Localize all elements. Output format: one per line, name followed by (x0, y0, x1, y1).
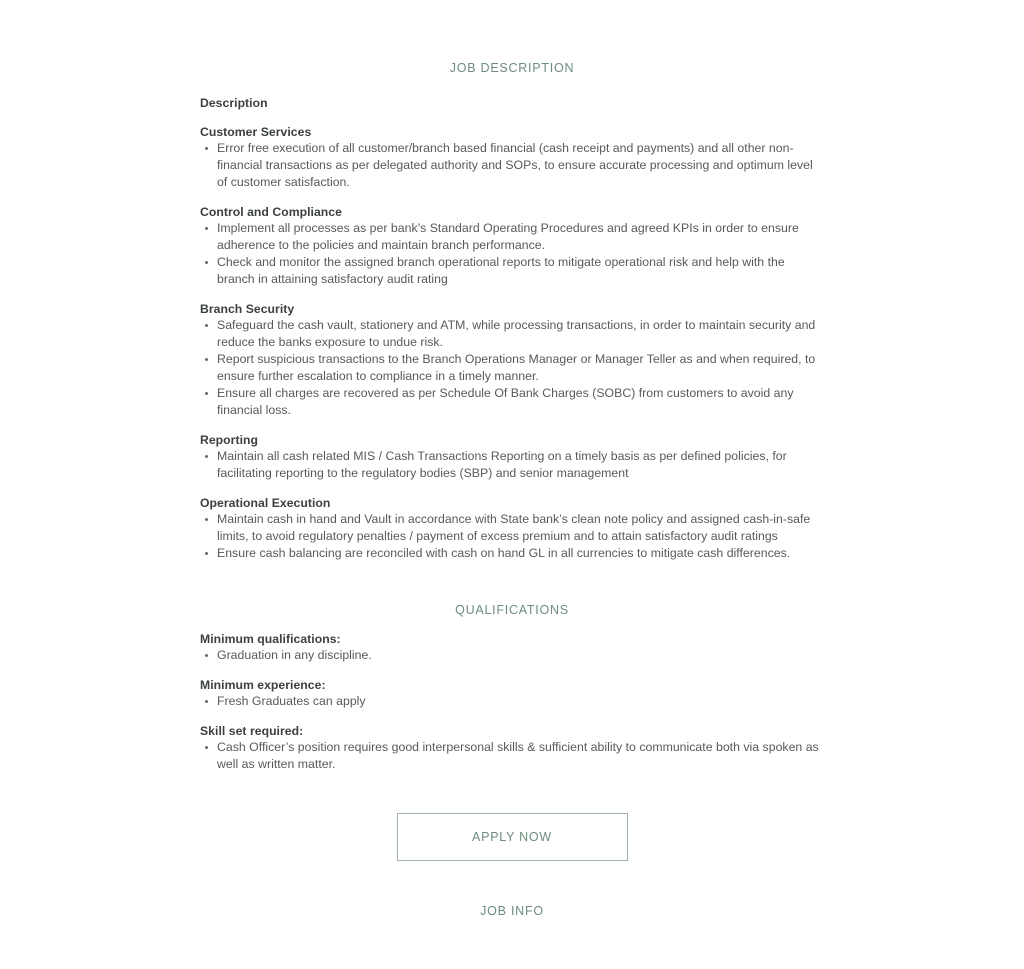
bullet-item: Check and monitor the assigned branch operational reports to mitigate operational risk and help with the branch in attaining satisfactory audit rating (200, 254, 824, 288)
qualifications-groups (200, 631, 824, 773)
bullet-item: Ensure cash balancing are reconciled with cash on hand GL in all currencies to mitigate cash differences. (200, 545, 824, 562)
bullet-list (200, 647, 824, 664)
group-heading: Operational Execution (200, 496, 331, 510)
bullet-item: Graduation in any discipline. (200, 647, 824, 664)
job-posting-page (200, 0, 824, 919)
group-heading: Control and Compliance (200, 205, 342, 219)
bullet-list (200, 511, 824, 562)
bullet-item: Report suspicious transactions to the Branch Operations Manager or Manager Teller as and when required, to ensure further escalation to compliance in a timely manner. (200, 351, 824, 385)
bullet-list (200, 220, 824, 288)
section-heading-job-info: JOB INFO (480, 904, 544, 918)
bullet-item: Maintain cash in hand and Vault in accordance with State bank’s clean note policy and assigned cash-in-safe limits, to avoid regulatory penalties / payment of excess premium and to attain satisfactory audit ratings (200, 511, 824, 545)
bullet-item: Error free execution of all customer/branch based financial (cash receipt and payments) and all other non-financial transactions as per delegated authority and SOPs, to ensure accurate processing and optimum level of customer satisfaction. (200, 140, 824, 191)
group-heading: Minimum qualifications: (200, 632, 341, 646)
group-heading: Customer Services (200, 125, 312, 139)
apply-button-container (200, 813, 824, 861)
group-heading: Branch Security (200, 302, 295, 316)
bullet-list (200, 140, 824, 191)
bullet-item: Cash Officer’s position requires good interpersonal skills & sufficient ability to communicate both via spoken as well as written matter. (200, 739, 824, 773)
bullet-item: Safeguard the cash vault, stationery and ATM, while processing transactions, in order to maintain security and reduce the banks exposure to undue risk. (200, 317, 824, 351)
bullet-item: Ensure all charges are recovered as per Schedule Of Bank Charges (SOBC) from customers to avoid any financial loss. (200, 385, 824, 419)
bullet-list (200, 693, 824, 710)
section-heading-job-description: JOB DESCRIPTION (449, 61, 575, 75)
apply-now-button[interactable]: APPLY NOW (397, 813, 628, 861)
group-heading: Minimum experience: (200, 678, 326, 692)
bullet-item: Fresh Graduates can apply (200, 693, 824, 710)
description-label: Description (200, 96, 268, 110)
group-heading: Reporting (200, 433, 258, 447)
bullet-list (200, 448, 824, 482)
section-heading-qualifications: QUALIFICATIONS (455, 603, 569, 617)
group-heading: Skill set required: (200, 724, 304, 738)
bullet-item: Maintain all cash related MIS / Cash Transactions Reporting on a timely basis as per defined policies, for facilitating reporting to the regulatory bodies (SBP) and senior management (200, 448, 824, 482)
bullet-list (200, 317, 824, 419)
bullet-list (200, 739, 824, 773)
job-description-groups (200, 124, 824, 562)
bullet-item: Implement all processes as per bank’s Standard Operating Procedures and agreed KPIs in order to ensure adherence to the policies and maintain branch performance. (200, 220, 824, 254)
